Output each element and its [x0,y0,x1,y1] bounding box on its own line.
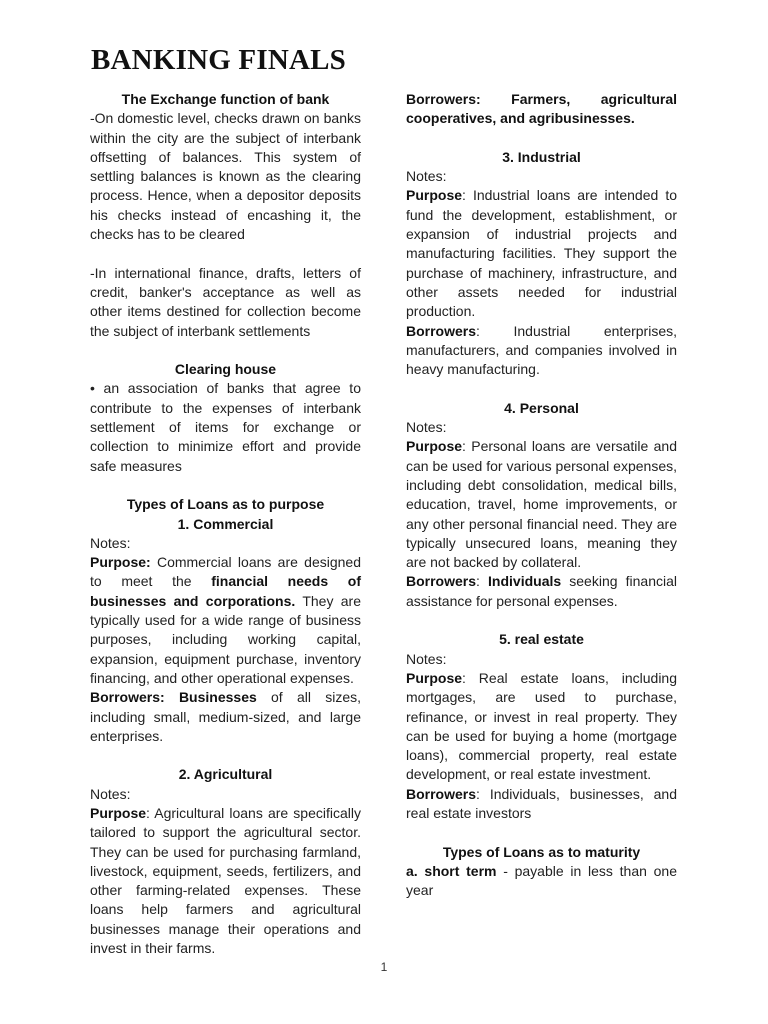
purpose-label: Purpose [406,187,463,204]
borrowers-label: Borrowers [406,573,477,590]
personal-borrowers-text: seeking financial assistance for personal expenses. [406,573,677,609]
commercial-borrowers-text: of all sizes, including small, medium-sized, and large enterprises. [90,689,361,744]
short-term-label: a. short term [406,862,497,879]
agricultural-purpose-text: : Agricultural loans are specifically tailored to support the agricultural sector. They can be used for purchasing farmland, livestock, equipment, seeds, fertilizers, and other farming-related expenses. These loans help farmers and agricultural businesses manage their operations and invest in their farms. [90,804,361,957]
personal-borrowers-bold: Individuals [488,573,562,590]
real-estate-borrowers-text: : Individuals, businesses, and real estate investors [406,785,677,821]
agricultural-borrowers [406,90,677,129]
purpose-label: Purpose [406,438,463,455]
short-term-item [406,862,677,901]
purpose-label: Purpose [406,669,463,686]
borrowers-label: Borrowers [406,322,477,339]
clearing-house-text: • an association of banks that agree to contribute to the expenses of interbank settlement of items for exchange or collection to minimize effort and provide safe measures [90,380,361,474]
personal-borrowers-sep: : [476,573,489,590]
purpose-label: Purpose: [90,554,151,571]
page-number: 1 [380,960,388,974]
real-estate-heading: 5. real estate [499,631,584,648]
agricultural-notes: Notes: [90,785,131,802]
right-column [406,90,677,900]
borrowers-label: Borrowers: [90,689,165,706]
real-estate-borrowers [406,785,677,824]
page-title: BANKING FINALS [91,44,346,76]
left-column [90,90,361,958]
commercial-purpose-pre: Commercial loans are designed to meet the [90,554,361,590]
personal-notes: Notes: [406,419,447,436]
commercial-purpose-bold: financial needs of businesses and corporations. [90,573,361,609]
loans-maturity-heading: Types of Loans as to maturity [442,843,641,860]
exchange-para-international: -In international finance, drafts, letters of credit, banker's acceptance as well as other items destined for collection become the subject of interbank settlements [90,264,361,339]
commercial-heading: 1. Commercial [177,515,274,532]
personal-purpose [406,437,677,572]
clearing-house-heading: Clearing house [174,361,277,378]
real-estate-notes: Notes: [406,650,447,667]
commercial-borrowers [90,688,361,746]
commercial-borrowers-bold: Businesses [164,689,257,706]
agricultural-heading: 2. Agricultural [178,766,273,783]
commercial-purpose-post: They are typically used for a wide range of business purposes, including working capital, expansion, equipment purchase, inventory financing, and other operational expenses. [90,592,361,686]
exchange-para-domestic: -On domestic level, checks drawn on banks within the city are the subject of interbank offsetting of balances. This system of settling balances is known as the clearing process. Hence, when a depositor deposits his checks instead of encashing it, the checks has to be cleared [90,110,361,243]
real-estate-purpose-text: : Real estate loans, including mortgages, are used to purchase, refinance, or invest in real property. They can be used for buying a home (mortgage loans), commercial property, real estate development, or real estate investment. [406,669,677,783]
industrial-borrowers-text: : Industrial enterprises, manufacturers, and companies involved in heavy manufacturing. [406,322,677,378]
commercial-purpose [90,553,361,688]
purpose-label: Purpose [90,804,147,821]
personal-heading: 4. Personal [504,399,579,416]
agricultural-purpose [90,804,361,958]
agricultural-borrowers-bold: Borrowers: Farmers, agricultural cooperatives, and agribusinesses. [406,91,677,127]
short-term-text: - payable in less than one year [406,862,677,899]
personal-borrowers [406,572,677,611]
industrial-heading: 3. Industrial [502,148,581,165]
commercial-notes: Notes: [90,534,131,551]
real-estate-purpose [406,669,677,785]
borrowers-label: Borrowers [406,785,477,802]
loans-purpose-heading: Types of Loans as to purpose [126,496,325,513]
industrial-borrowers [406,322,677,380]
personal-purpose-text: : Personal loans are versatile and can be used for various personal expenses, including debt consolidation, medical bills, education, travel, home improvements, or any other personal financial need. They are typically unsecured loans, meaning they are not backed by collateral. [406,438,677,571]
industrial-notes: Notes: [406,168,447,185]
industrial-purpose-text: : Industrial loans are intended to fund the development, establishment, or expansion of industrial projects and manufacturing facilities. They support the purchase of machinery, infrastructure, and other assets needed for industrial production. [406,187,677,320]
industrial-purpose [406,186,677,321]
exchange-heading: The Exchange function of bank [121,91,330,107]
